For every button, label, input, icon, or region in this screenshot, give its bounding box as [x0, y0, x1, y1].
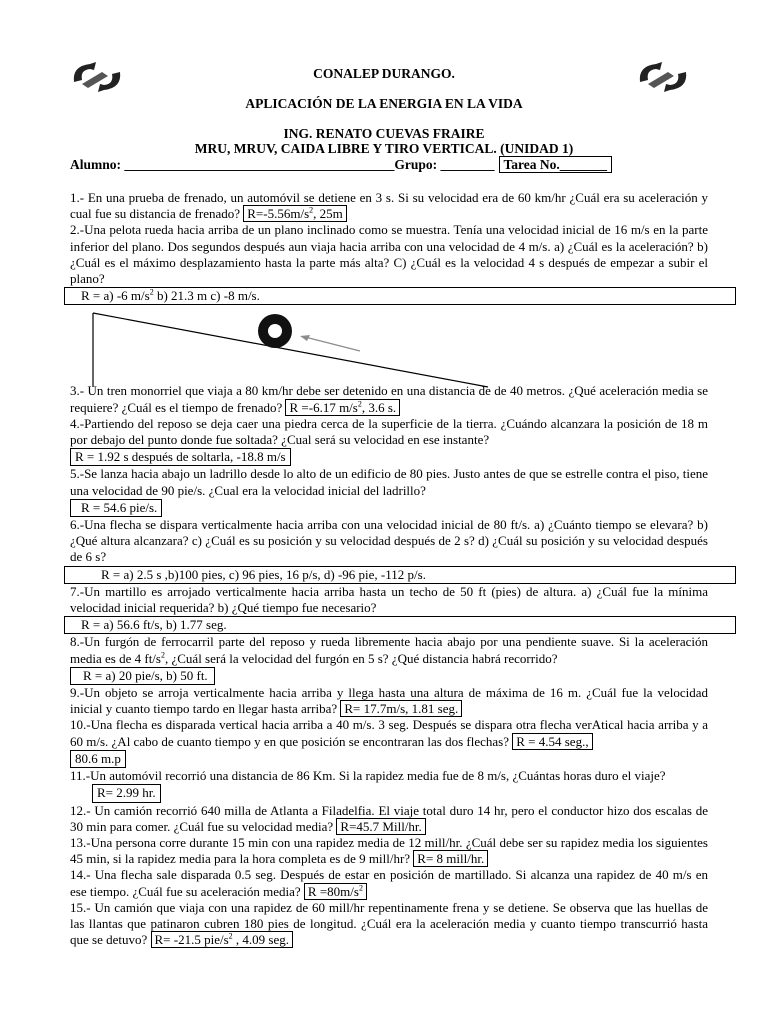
problem-list — [70, 190, 708, 948]
answer-box: R = a) 20 pie/s, b) 50 ft. — [70, 667, 215, 685]
answer-box: R= 8 mill/hr. — [413, 850, 488, 867]
answer-box: R=45.7 Mill/hr. — [336, 818, 425, 835]
problem-item: 14.- Una flecha sale disparada 0.5 seg. Después de estar en posición de martillado. Si alcanza una rapidez de 40 m/s en ese tiempo. ¿Cuál fue su aceleración media? $R =80m/s^2$ — [70, 867, 708, 899]
velocity-arrow-line — [305, 337, 360, 351]
answer-box-continued: 80.6 m.p — [70, 750, 126, 768]
tarea-number-box: Tarea No._______ — [499, 156, 613, 173]
answer-box: R = 54.6 pie/s. — [70, 499, 162, 517]
alumno-field: Alumno: ________________________________________Grupo: ________ — [70, 157, 495, 172]
ball-inner — [268, 324, 282, 338]
institution-title: CONALEP DURANGO. — [313, 66, 455, 81]
problem-item: 7.-Un martillo es arrojado verticalmente hacia arriba hasta un techo de 50 ft (pies) de altura. a) ¿Cuál fue la mínima velocidad inicial requerida? b) ¿Qué tiempo fue necesario? — [70, 583, 708, 616]
teacher-name: ING. RENATO CUEVAS FRAIRE — [283, 126, 485, 141]
answer-box: $R =80m/s^2$ — [304, 883, 367, 900]
answer-box: R =-6.17 $m/s^2$, 3.6 s. — [285, 399, 400, 416]
inclined-plane-diagram — [70, 305, 708, 383]
unit-title: MRU, MRUV, CAIDA LIBRE Y TIRO VERTICAL. (UNIDAD 1) — [194, 141, 574, 156]
answer-box: R= 17.7m/s, 1.81 seg. — [340, 700, 462, 717]
course-title: APLICACIÓN DE LA ENERGIA EN LA VIDA — [245, 96, 523, 111]
problem-item: 10.-Una flecha es disparada vertical hacia arriba a 40 m/s. 3 seg. Después se dispara otra flecha verAtical hacia arriba y a 60 m/s. ¿Al cabo de cuanto tiempo y en que posición se encontraran las dos flechas? R = 4.54 seg., — [70, 717, 708, 749]
problem-item: 12.- Un camión recorrió 640 milla de Atlanta a Filadelfia. El viaje total duro 14 hr, pero el conductor hizo dos escalas de 30 min para comer. ¿Cuál fue su velocidad media? R=45.7 Mill/hr. — [70, 802, 708, 834]
answer-box: R = 4.54 seg., — [512, 733, 592, 750]
problem-item: 13.-Una persona corre durante 15 min con una rapidez media de 12 mill/hr. ¿Cuál debe ser su rapidez media los siguientes 45 min, si la rapidez media para la hora completa es de 9 mill/hr? R= 8 mill/hr. — [70, 834, 708, 867]
answer-box: R= -21.5 pie/$s^2$ , 4.09 seg. — [151, 931, 293, 948]
answer-box: R= 2.99 hr. — [92, 784, 161, 802]
problem-item: 5.-Se lanza hacia abajo un ladrillo desde lo alto de un edificio de 80 pies. Justo antes de que se estrelle contra el piso, tiene una velocidad de 90 pie/s. ¿Cual era la velocidad inicial del ladrillo? — [70, 466, 708, 498]
problem-item: 15.- Un camión que viaja con una rapidez de 60 mill/hr repentinamente frena y se detiene. Se observa que las huellas de las llantas que patinaron cubren 180 pies de longitud. ¿Cuál era la aceleración media y cuanto tiempo transcurrió hasta que se detuvo? R= -21.5 pie/$s^2$ , 4.09 seg. — [70, 899, 708, 948]
answer-box: R = a) 2.5 s ,b)100 pies, c) 96 pies, 16 p/s, d) -96 pie, -112 p/s. — [64, 566, 736, 584]
answer-box: R = a) 56.6 ft/s, b) 1.77 seg. — [64, 616, 736, 634]
answer-box: R = a) -6 $m/s^2$ b) 21.3 m c) -8 m/s. — [64, 287, 736, 305]
velocity-arrowhead — [300, 335, 310, 341]
inclined-plane-svg — [90, 307, 510, 389]
student-info-line — [70, 157, 612, 173]
problem-item: 4.-Partiendo del reposo se deja caer una piedra cerca de la superficie de la tierra. ¿Cuándo alcanzara la posición de 18 m por debajo del punto donde fue soltada? ¿Cual será su velocidad en ese instante? — [70, 415, 708, 448]
answer-box: R = 1.92 s después de soltarla, -18.8 m/s — [70, 448, 291, 466]
problem-item: 2.-Una pelota rueda hacia arriba de un plano inclinado como se muestra. Tenía una velocidad inicial de 16 m/s en la parte inferior del plano. Dos segundos después aun viaja hacia arriba con una velocidad de 4 m/s. a) ¿Cuál es la aceleración? b) ¿Cuál es el máximo desplazamiento hasta la parte más alta? C) ¿Cuál es la velocidad 4 s después de empezar a subir el plano? — [70, 222, 708, 287]
problem-item: 11.-Un automóvil recorrió una distancia de 86 Km. Si la rapidez media fue de 8 m/s, ¿Cuántas horas duro el viaje? — [70, 768, 666, 784]
problem-item: 3.- Un tren monorriel que viaja a 80 km/hr debe ser detenido en una distancia de de 40 metros. ¿Qué aceleración media se requiere? ¿Cuál es el tiempo de frenado? R =-6.17 $m/s^2$, 3.6 s. — [70, 383, 708, 415]
problem-item: 9.-Un objeto se arroja verticalmente hacia arriba y llega hasta una altura de máxima de 16 m. ¿Cuál fue la velocidad inicial y cuanto tiempo tardo en llegar hasta arriba? R= 17.7m/s, 1.81 seg. — [70, 685, 708, 717]
problem-item: 1.- En una prueba de frenado, un automóvil se detiene en 3 s. Si su velocidad era de 60 km/hr ¿Cuál era su aceleración y cual fue su distancia de frenado? $R=-5.56m/s^2$, 25m — [70, 190, 708, 222]
problem-item: 8.-Un furgón de ferrocarril parte del reposo y rueda libremente hacia abajo por una pendiente suave. Si la aceleración media es de 4 $ft/s^2$, ¿Cuál será la velocidad del furgón en 5 s? ¿Qué distancia habrá recorrido? — [70, 634, 708, 666]
answer-box: $R=-5.56m/s^2$, 25m — [243, 205, 347, 222]
problem-item: 6.-Una flecha se dispara verticalmente hacia arriba con una velocidad inicial de 80 ft/s. a) ¿Cuánto tiempo se elevara? b) ¿Qué altura alcanzara? c) ¿Cuál es su posición y su velocidad después de 2 s? d) ¿Cuál su posición y su velocidad después de 6 s? — [70, 517, 708, 565]
